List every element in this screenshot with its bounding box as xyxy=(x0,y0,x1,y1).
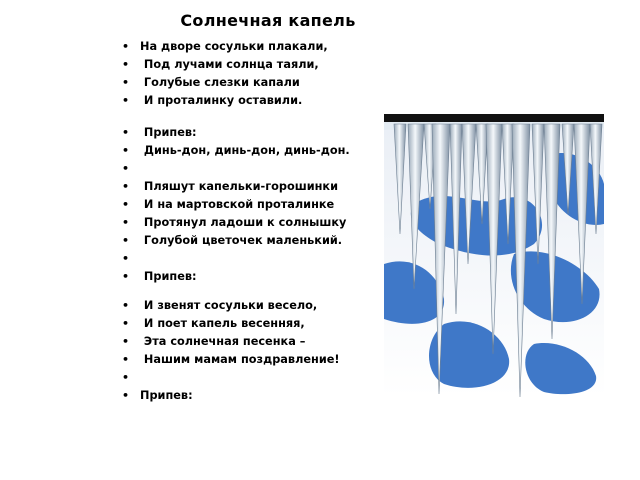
bullet-icon: • xyxy=(122,58,130,71)
verse-line: • И звенят сосульки весело, xyxy=(118,297,350,315)
verse-line: • Припев: xyxy=(118,387,350,405)
bullet-icon: • xyxy=(122,353,130,366)
bullet-icon: • xyxy=(122,389,130,402)
bullet-icon: • xyxy=(122,76,130,89)
verse-line: • И на мартовской проталинке xyxy=(118,196,350,214)
verse-line: • Нашим мамам поздравление! xyxy=(118,351,350,369)
verse-gap xyxy=(118,110,350,124)
bullet-icon: • xyxy=(122,234,130,247)
verse-gap xyxy=(118,286,350,297)
bullet-icon: • xyxy=(122,126,130,139)
verse-line: • И проталинку оставили. xyxy=(118,92,350,110)
verse-line: • Динь-дон, динь-дон, динь-дон. xyxy=(118,142,350,160)
bullet-icon: • xyxy=(122,198,130,211)
bullet-icon: • xyxy=(122,162,130,175)
bullet-icon: • xyxy=(122,180,130,193)
verse-line: • Голубой цветочек маленький. xyxy=(118,232,350,250)
verse-line: • Голубые слезки капали xyxy=(118,74,350,92)
icicles-photo xyxy=(384,114,604,397)
bullet-icon: • xyxy=(122,335,130,348)
verse-line: • Пляшут капельки-горошинки xyxy=(118,178,350,196)
verse-line: • На дворе сосульки плакали, xyxy=(118,38,350,56)
icicles-illustration xyxy=(384,114,604,397)
verse-line xyxy=(118,250,350,268)
verse-line: • Припев: xyxy=(118,268,350,286)
verse-line: • Под лучами солнца таяли, xyxy=(118,56,350,74)
bullet-icon: • xyxy=(122,270,130,283)
bullet-icon: • xyxy=(122,252,130,265)
verse-line: • Эта солнечная песенка – xyxy=(118,333,350,351)
slide-title: Солнечная капель xyxy=(180,11,356,30)
bullet-icon: • xyxy=(122,94,130,107)
roof-eave xyxy=(384,114,604,122)
verse-line: • И поет капель весенняя, xyxy=(118,315,350,333)
verse-list xyxy=(118,38,350,405)
verse-line xyxy=(118,160,350,178)
bullet-icon: • xyxy=(122,299,130,312)
bullet-icon: • xyxy=(122,371,130,384)
verse-line: • Протянул ладоши к солнышку xyxy=(118,214,350,232)
verse-line xyxy=(118,369,350,387)
bullet-icon: • xyxy=(122,216,130,229)
bullet-icon: • xyxy=(122,40,130,53)
bullet-icon: • xyxy=(122,144,130,157)
verse-line: • Припев: xyxy=(118,124,350,142)
bullet-icon: • xyxy=(122,317,130,330)
